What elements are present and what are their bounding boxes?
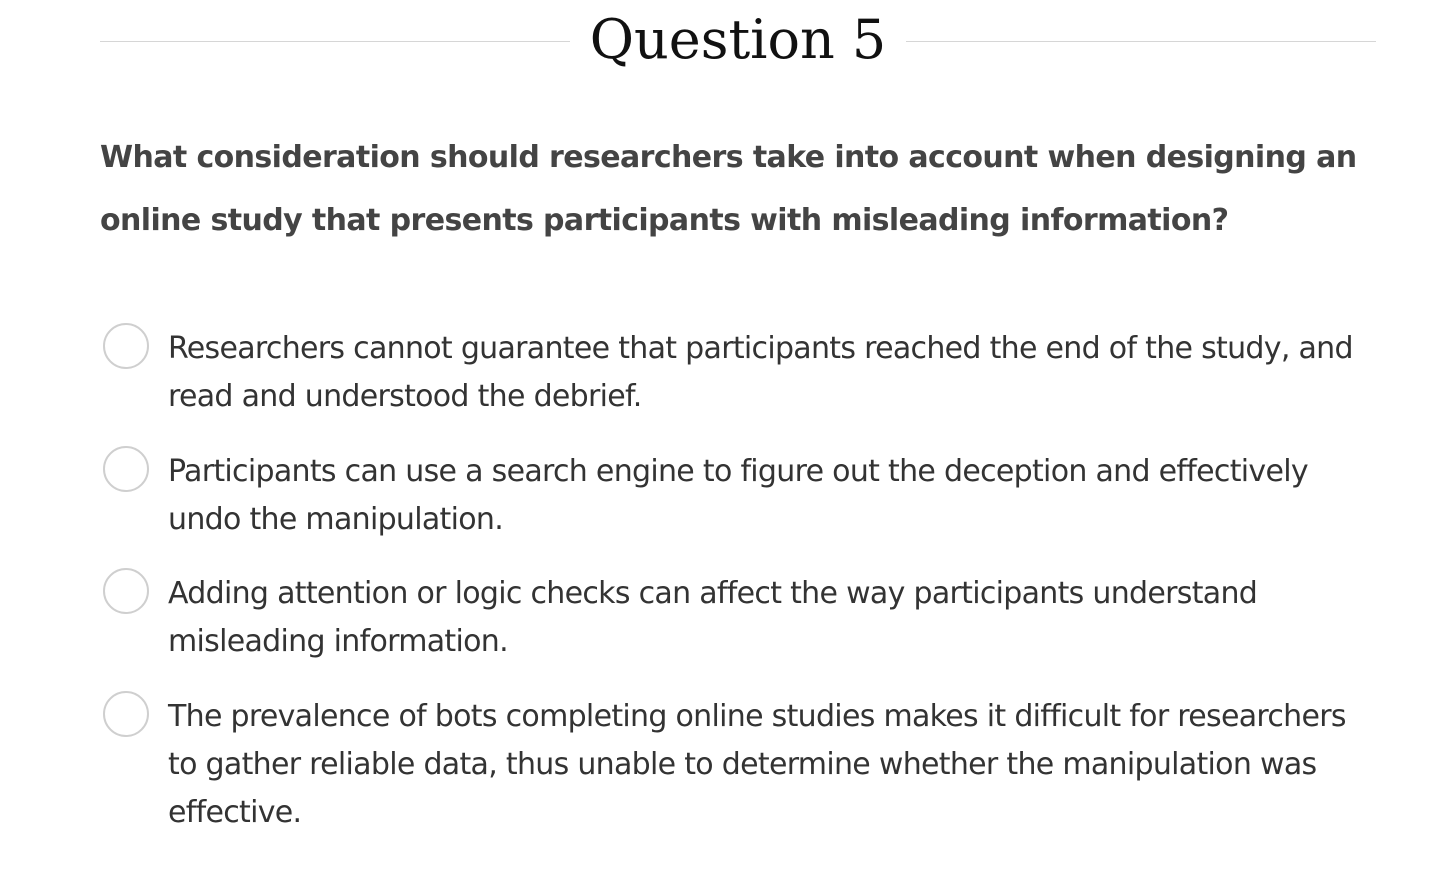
answer-option-label[interactable]: Researchers cannot guarantee that participants reached the end of the study, and read and understood the debrief. <box>168 331 1353 414</box>
header-divider-right <box>906 41 1376 42</box>
answer-option-label[interactable]: The prevalence of bots completing online studies makes it difficult for researchers to gather reliable data, thus unable to determine whether the manipulation was effective. <box>168 699 1346 830</box>
radio-unselected-icon[interactable] <box>103 691 149 737</box>
radio-unselected-icon[interactable] <box>103 446 149 492</box>
radio-unselected-icon[interactable] <box>103 568 149 614</box>
question-title: Question 5 <box>589 8 887 71</box>
radio-unselected-icon[interactable] <box>103 323 149 369</box>
answer-option-label[interactable]: Adding attention or logic checks can affect the way participants understand misleading information. <box>168 576 1258 659</box>
header-divider-left <box>100 41 570 42</box>
answer-option-label[interactable]: Participants can use a search engine to figure out the deception and effectively undo the manipulation. <box>168 454 1308 537</box>
question-text: What consideration should researchers take into account when designing an online study that presents participants with misleading information? <box>100 140 1357 238</box>
question-header <box>100 0 1376 84</box>
